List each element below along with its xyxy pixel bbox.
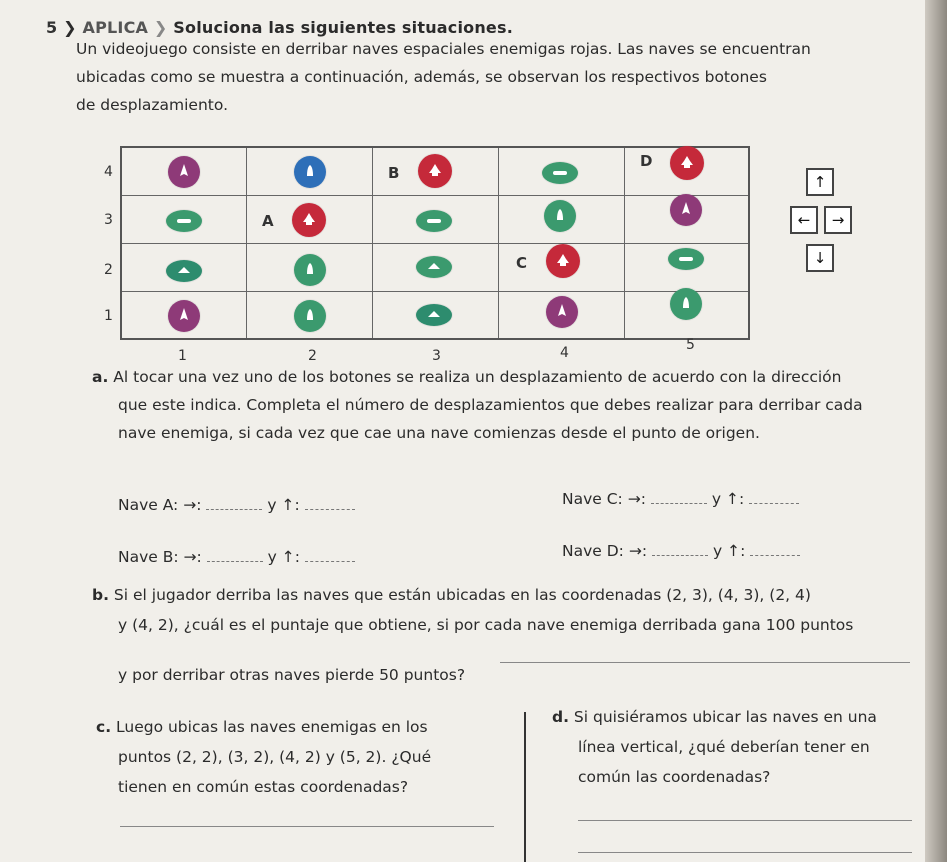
part-b-line-3: y por derribar otras naves pierde 50 puntos?: [118, 666, 466, 684]
x-label-1: 1: [178, 348, 187, 364]
enemy-ship-icon: [418, 154, 452, 188]
nave-b-row: [118, 546, 355, 568]
x-label-5: 5: [686, 337, 695, 353]
intro-line-3: de desplazamiento.: [76, 96, 229, 114]
nave-d-right-field[interactable]: [652, 555, 708, 556]
intro-line-1: Un videojuego consiste en derribar naves espaciales enemigas rojas. Las naves se encuentran: [76, 40, 811, 58]
ship-icon: [168, 156, 200, 188]
ufo-icon: [166, 260, 202, 282]
and-text: y: [267, 496, 277, 514]
part-d-line-2: línea vertical, ¿qué deberían tener en: [578, 738, 870, 756]
part-b-line-2: y (4, 2), ¿cuál es el puntaje que obtiene, si por cada nave enemiga derribada gana 100 puntos: [118, 616, 854, 634]
nave-a-row: [118, 494, 355, 516]
part-a-line-1: Al tocar una vez uno de los botones se realiza un desplazamiento de acuerdo con la dirección: [113, 368, 842, 386]
left-arrow-button[interactable]: ←: [790, 206, 818, 234]
colon: :: [640, 490, 646, 508]
nave-a-up-field[interactable]: [305, 509, 355, 510]
part-c-answer-line[interactable]: [120, 826, 494, 827]
part-a-line-2: que este indica. Completa el número de desplazamientos que debes realizar para derribar cada: [118, 396, 863, 414]
chevron-icon: ❯: [153, 18, 168, 37]
enemy-label-c: C: [516, 254, 528, 272]
intro-line-2: ubicadas como se muestra a continuación, además, se observan los respectivos botones: [76, 68, 767, 86]
and-text: y: [711, 490, 722, 508]
x-label-3: 3: [432, 348, 441, 364]
exercise-tag: APLICA: [82, 18, 149, 37]
ship-icon: [544, 200, 576, 232]
colon: :: [738, 490, 745, 508]
part-b-answer-line[interactable]: [500, 662, 910, 663]
nave-a-label: Nave A:: [118, 496, 179, 514]
ufo-icon: [542, 162, 578, 184]
ship-icon: [294, 156, 326, 188]
right-arrow-icon: →: [183, 548, 197, 566]
ship-icon: [670, 288, 702, 320]
ship-icon: [546, 296, 578, 328]
y-label-4: 4: [104, 164, 113, 180]
colon: :: [740, 542, 746, 560]
colon: :: [641, 542, 648, 560]
y-label-1: 1: [104, 308, 113, 324]
part-d-answer-line-2[interactable]: [578, 852, 912, 853]
part-c-line-2: puntos (2, 2), (3, 2), (4, 2) y (5, 2). ¿Qué: [118, 748, 432, 766]
y-label-3: 3: [104, 212, 113, 228]
part-d-line-1: Si quisiéramos ubicar las naves en una: [573, 708, 877, 726]
right-arrow-icon: →: [183, 496, 197, 514]
enemy-label-a: A: [262, 212, 274, 230]
up-arrow-icon: ↑: [725, 490, 739, 508]
grid-line: [122, 243, 748, 244]
part-b-label: b.: [92, 586, 109, 604]
nave-b-right-field[interactable]: [207, 561, 263, 562]
ufo-icon: [166, 210, 202, 232]
nave-c-label: Nave C:: [562, 490, 623, 508]
ship-icon: [294, 300, 326, 332]
part-b-line-1: Si el jugador derriba las naves que están ubicadas en las coordenadas (2, 3), (4, 3), (2, 4): [113, 586, 811, 604]
exercise-title: Soluciona las siguientes situaciones.: [173, 18, 513, 37]
grid-line: [122, 195, 748, 196]
ship-icon: [168, 300, 200, 332]
nave-d-up-field[interactable]: [750, 555, 800, 556]
colon: :: [294, 548, 300, 566]
nave-d-label: Nave D:: [562, 542, 624, 560]
right-arrow-icon: →: [628, 542, 642, 560]
nave-d-row: [562, 540, 800, 562]
right-arrow-icon: →: [627, 490, 641, 508]
column-divider: [524, 712, 526, 862]
ufo-icon: [416, 304, 452, 326]
part-d-label: d.: [552, 708, 569, 726]
nave-c-right-field[interactable]: [651, 503, 707, 504]
down-arrow-button[interactable]: ↓: [806, 244, 834, 272]
ship-icon: [294, 254, 326, 286]
part-a-line-3: nave enemiga, si cada vez que cae una nave comienzas desde el punto de origen.: [118, 424, 760, 442]
part-d-line-3: común las coordenadas?: [578, 768, 771, 786]
up-arrow-button[interactable]: ↑: [806, 168, 834, 196]
enemy-ship-icon: [292, 203, 326, 237]
exercise-header: [46, 18, 513, 37]
colon: :: [196, 548, 202, 566]
part-d-answer-line-1[interactable]: [578, 820, 912, 821]
colon: :: [196, 496, 202, 514]
and-text: y: [712, 542, 723, 560]
nave-c-up-field[interactable]: [749, 503, 799, 504]
page-edge: [925, 0, 947, 862]
enemy-ship-icon: [670, 146, 704, 180]
enemy-label-b: B: [388, 164, 400, 182]
x-label-2: 2: [308, 348, 317, 364]
part-c-line-1: Luego ubicas las naves enemigas en los: [116, 718, 428, 736]
up-arrow-icon: ↑: [281, 548, 295, 566]
up-arrow-icon: ↑: [727, 542, 741, 560]
colon: :: [294, 496, 300, 514]
x-label-4: 4: [560, 345, 569, 361]
and-text: y: [267, 548, 277, 566]
part-c-line-3: tienen en común estas coordenadas?: [118, 778, 409, 796]
enemy-label-d: D: [640, 152, 653, 170]
ufo-icon: [668, 248, 704, 270]
part-a-label: a.: [92, 368, 109, 386]
grid-line: [122, 291, 748, 292]
nave-c-row: [562, 488, 799, 510]
nave-a-right-field[interactable]: [206, 509, 262, 510]
nave-b-up-field[interactable]: [305, 561, 355, 562]
chevron-icon: ❯: [63, 18, 77, 37]
ship-icon: [670, 194, 702, 226]
y-label-2: 2: [104, 262, 113, 278]
enemy-ship-icon: [546, 244, 580, 278]
up-arrow-icon: ↑: [281, 496, 295, 514]
ufo-icon: [416, 210, 452, 232]
exercise-number: 5: [46, 18, 58, 37]
part-c-label: c.: [96, 718, 112, 736]
nave-b-label: Nave B:: [118, 548, 179, 566]
ufo-icon: [416, 256, 452, 278]
right-arrow-button[interactable]: →: [824, 206, 852, 234]
